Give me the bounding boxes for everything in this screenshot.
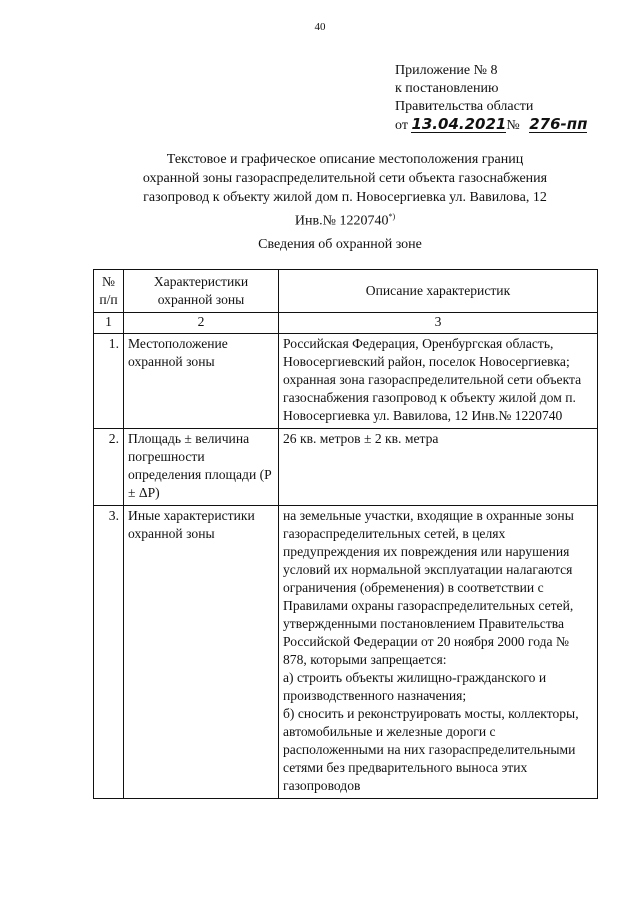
title-line-1: Текстовое и графическое описание местоположения границ <box>166 152 524 167</box>
row-characteristic: Местоположение охранной зоны <box>124 334 279 429</box>
date-prefix: от <box>395 118 408 133</box>
appendix-line-1: Приложение № 8 <box>395 63 498 78</box>
page-number: 40 <box>314 21 326 33</box>
description-paragraph: на земельные участки, входящие в охранные зоны газораспределительных сетей, в целях предупреждения их повреждения или нарушения условий их нормальной эксплуатации налагаются ограничения (обременения) в соответствии с Правилами охраны газораспределительных сетей, утвержденными постановлением Правительства Российской Федерации от 20 ноября 2000 года № 878, которыми запрещается: <box>283 508 574 667</box>
description-item-b: б) сносить и реконструировать мосты, коллекторы, автомобильные и железные дороги с расположенными на них газораспределительными сетями без предварительного выноса этих газопроводов <box>283 706 579 793</box>
table-header-row <box>94 270 598 313</box>
row-description: Российская Федерация, Оренбургская область, Новосергиевский район, поселок Новосергиевка; охранная зона газораспределительной сети объекта газоснабжения газопровод к объекту жилой дом п. Новосергиевка ул. Вавилова, 12 Инв.№ 1220740 <box>279 334 598 429</box>
column-number: 2 <box>124 313 279 334</box>
appendix-block <box>395 62 587 135</box>
description-item-a: а) строить объекты жилищно-гражданского и производственного назначения; <box>283 670 547 703</box>
row-description: 26 кв. метров ± 2 кв. метра <box>279 429 598 506</box>
column-number: 3 <box>279 313 598 334</box>
header-number: № п/п <box>94 270 124 313</box>
inventory-number: Инв.№ 1220740 <box>294 213 389 229</box>
row-number: 1. <box>94 334 124 429</box>
footnote-mark: *) <box>388 212 396 221</box>
row-characteristic: Площадь ± величина погрешности определения площади (P ± ΔP) <box>124 429 279 506</box>
document-title <box>105 150 585 231</box>
appendix-date-line <box>395 116 587 135</box>
row-characteristic: Иные характеристики охранной зоны <box>124 506 279 799</box>
table-row <box>94 506 598 799</box>
row-number: 3. <box>94 506 124 799</box>
decree-date: 13.04.2021 <box>411 115 507 133</box>
table-row <box>94 429 598 506</box>
section-heading: Сведения об охранной зоне <box>258 237 422 252</box>
appendix-line-3: Правительства области <box>395 99 534 114</box>
header-characteristic: Характеристики охранной зоны <box>124 270 279 313</box>
row-description <box>279 506 598 799</box>
table-row <box>94 334 598 429</box>
column-number: 1 <box>94 313 124 334</box>
title-line-3: газопровод к объекту жилой дом п. Новосергиевка ул. Вавилова, 12 <box>143 190 547 205</box>
column-number-row <box>94 313 598 334</box>
row-number: 2. <box>94 429 124 506</box>
number-prefix: № <box>506 118 520 133</box>
title-line-2: охранной зоны газораспределительной сети объекта газоснабжения <box>142 171 548 186</box>
title-line-4 <box>105 207 585 231</box>
appendix-line-2: к постановлению <box>395 81 499 96</box>
decree-number: 276-пп <box>529 115 588 133</box>
protection-zone-table <box>93 269 598 799</box>
header-description: Описание характеристик <box>279 270 598 313</box>
